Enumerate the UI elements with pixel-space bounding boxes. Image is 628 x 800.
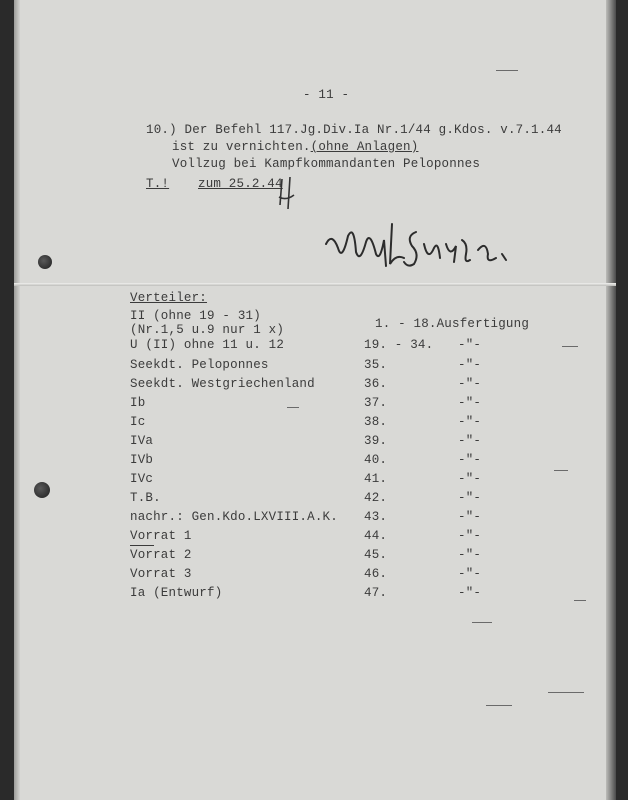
- row-number: 19. - 34.: [364, 338, 434, 352]
- stray-mark: [574, 600, 586, 601]
- row-ditto: -"-: [458, 548, 482, 562]
- t-label: T.!: [146, 177, 170, 191]
- punch-hole-top: [38, 255, 52, 269]
- order-line-2-underlined: (ohne Anlagen): [310, 140, 419, 154]
- row-number: 45.: [364, 548, 388, 562]
- row-number: 36.: [364, 377, 388, 391]
- row-recipient: Vorrat 2: [130, 548, 192, 562]
- row-recipient: Ia (Entwurf): [130, 586, 223, 600]
- page-number: - 11 -: [303, 88, 350, 102]
- stray-mark: [548, 692, 584, 693]
- row-ditto: -"-: [458, 491, 482, 505]
- row-number: 1. - 18.Ausfertigung: [375, 317, 530, 331]
- row-recipient: Ib: [130, 396, 146, 410]
- row-recipient: Ic: [130, 415, 146, 429]
- row-ditto: -"-: [458, 338, 482, 352]
- document-page: [14, 0, 616, 800]
- handwritten-strike-mark: [130, 545, 154, 546]
- row-number: 43.: [364, 510, 388, 524]
- paper-fold-line: [14, 283, 616, 286]
- row-ditto: -"-: [458, 586, 482, 600]
- row-ditto: -"-: [458, 472, 482, 486]
- row-ditto: -"-: [458, 434, 482, 448]
- handwritten-signature: [320, 214, 520, 284]
- row-number: 40.: [364, 453, 388, 467]
- row-ditto: -"-: [458, 453, 482, 467]
- row-ditto: -"-: [458, 529, 482, 543]
- stray-mark: [486, 705, 512, 706]
- row-ditto: -"-: [458, 358, 482, 372]
- row-number: 46.: [364, 567, 388, 581]
- page-right-edge: [606, 0, 616, 800]
- distribution-title: Verteiler:: [130, 291, 208, 305]
- row-recipient: U (II) ohne 11 u. 12: [130, 338, 285, 352]
- stray-mark: [562, 346, 578, 347]
- punch-hole-bottom: [34, 482, 50, 498]
- row-number: 37.: [364, 396, 388, 410]
- page-left-edge: [14, 0, 20, 800]
- row-number: 41.: [364, 472, 388, 486]
- order-line-3: Vollzug bei Kampfkommandanten Peloponnes: [172, 157, 481, 171]
- row-recipient: Vorrat 1: [130, 529, 192, 543]
- stray-mark: [554, 470, 568, 471]
- row-recipient: Vorrat 3: [130, 567, 192, 581]
- order-line-1: 10.) Der Befehl 117.Jg.Div.Ia Nr.1/44 g.Kdos. v.7.1.44: [146, 123, 562, 137]
- row-number: 35.: [364, 358, 388, 372]
- stray-mark: [287, 407, 299, 408]
- row-recipient: Seekdt. Westgriechenland: [130, 377, 315, 391]
- row-ditto: -"-: [458, 377, 482, 391]
- row-recipient: IVa: [130, 434, 154, 448]
- row-ditto: -"-: [458, 567, 482, 581]
- t-date: zum 25.2.44: [198, 177, 283, 191]
- row-ditto: -"-: [458, 510, 482, 524]
- stray-mark: [472, 622, 492, 623]
- row-recipient: nachr.: Gen.Kdo.LXVIII.A.K.: [130, 510, 338, 524]
- row-recipient: T.B.: [130, 491, 161, 505]
- order-line-2-text: ist zu vernichten.: [172, 140, 311, 154]
- order-line-2: [172, 140, 418, 154]
- row-ditto: -"-: [458, 396, 482, 410]
- paraph-initials: [276, 175, 300, 215]
- row-number: 39.: [364, 434, 388, 448]
- row-recipient: IVb: [130, 453, 154, 467]
- row-recipient: IVc: [130, 472, 154, 486]
- row-number: 44.: [364, 529, 388, 543]
- row-number: 38.: [364, 415, 388, 429]
- stray-mark: [496, 70, 518, 71]
- row-ditto: -"-: [458, 415, 482, 429]
- row-recipient: II (ohne 19 - 31): [130, 309, 261, 323]
- row-recipient: Seekdt. Peloponnes: [130, 358, 269, 372]
- row-number: 42.: [364, 491, 388, 505]
- row-number: 47.: [364, 586, 388, 600]
- row-recipient-subline: (Nr.1,5 u.9 nur 1 x): [130, 323, 285, 337]
